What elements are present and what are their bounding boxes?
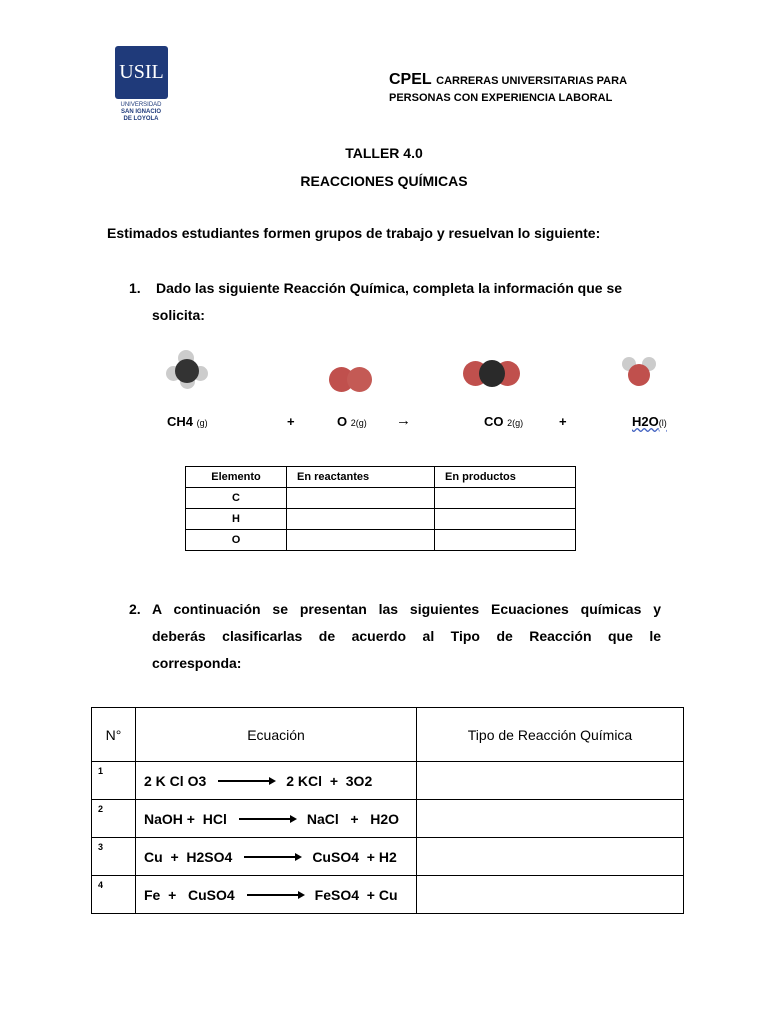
reaction-arrow: → — [396, 412, 411, 429]
state: (l) — [658, 418, 667, 428]
formula: CO — [484, 414, 504, 429]
reaction-type-cell[interactable] — [417, 762, 684, 800]
equation-reactants: NaOH + HCl — [144, 810, 227, 827]
table-row — [92, 762, 684, 800]
product-co2 — [484, 414, 523, 429]
row-number: 1 — [98, 766, 104, 776]
cpel-heading — [389, 71, 627, 89]
cpel-label: CPEL — [389, 71, 432, 88]
q1-text: solicita: — [152, 307, 205, 323]
table-row — [92, 838, 684, 876]
product-h2o — [632, 414, 667, 429]
arrow-icon — [247, 894, 303, 896]
element-cell: O — [186, 530, 287, 551]
table-row — [186, 530, 576, 551]
arrow-icon — [244, 856, 300, 858]
equation-products: FeSO4 + Cu — [314, 886, 398, 903]
arrow-icon — [218, 780, 274, 782]
intro-text: Estimados estudiantes formen grupos de trabajo y resuelvan lo siguiente: — [107, 225, 601, 241]
oxygen-molecule-image — [329, 367, 373, 393]
logo-caption: UNIVERSIDAD — [120, 102, 162, 108]
table-row — [92, 800, 684, 838]
q2-text: A continuación se presentan las siguientes Ecuaciones químicas y — [152, 601, 661, 617]
q2-text: deberás clasificarlas de acuerdo al Tipo de Reacción que le — [152, 628, 661, 644]
products-cell[interactable] — [435, 509, 576, 530]
column-header: N° — [92, 708, 136, 762]
logo-caption: SAN IGNACIO — [120, 109, 161, 115]
logo-caption: DE LOYOLA — [123, 116, 159, 122]
q2-text: corresponda: — [152, 655, 242, 671]
state: (g) — [196, 418, 208, 428]
reaction-type-cell[interactable] — [417, 838, 684, 876]
reactants-cell[interactable] — [287, 509, 435, 530]
reactants-cell[interactable] — [287, 530, 435, 551]
q1-text: Dado las siguiente Reacción Química, completa la información que se — [156, 280, 623, 296]
equations-table — [91, 707, 684, 914]
row-number: 4 — [98, 880, 104, 890]
row-number: 3 — [98, 842, 104, 852]
reactant-ch4 — [167, 414, 208, 429]
equation-products: 2 KCl + 3O2 — [286, 772, 373, 789]
carbon-dioxide-molecule-image — [463, 360, 521, 388]
column-header: En productos — [435, 467, 576, 488]
table-row — [186, 488, 576, 509]
water-molecule-image — [622, 357, 658, 389]
reactants-cell[interactable] — [287, 488, 435, 509]
column-header: En reactantes — [287, 467, 435, 488]
state: 2(g) — [350, 418, 367, 428]
row-number: 2 — [98, 804, 104, 814]
equation-reactants: Cu + H2SO4 — [144, 848, 233, 865]
methane-molecule-image — [166, 350, 211, 395]
plus-sign: + — [559, 414, 567, 429]
formula: CH4 — [167, 414, 194, 429]
q2-number: 2. — [129, 601, 141, 617]
table-row — [92, 876, 684, 914]
equation-products: CuSO4 + H2 — [312, 848, 397, 865]
products-cell[interactable] — [435, 488, 576, 509]
reactant-o2 — [337, 414, 367, 429]
table-row — [186, 509, 576, 530]
element-cell: C — [186, 488, 287, 509]
element-count-table — [185, 466, 576, 551]
arrow-icon — [239, 818, 295, 820]
equation-reactants: Fe + CuSO4 — [144, 886, 235, 903]
element-cell: H — [186, 509, 287, 530]
equation-reactants: 2 K Cl O3 — [144, 772, 207, 789]
reaction-type-cell[interactable] — [417, 800, 684, 838]
cpel-line1: CARRERAS UNIVERSITARIAS PARA — [436, 75, 628, 87]
column-header: Elemento — [186, 467, 287, 488]
formula: H2O — [632, 414, 659, 429]
column-header: Ecuación — [136, 708, 417, 762]
equation-products: NaCl + H2O — [306, 810, 400, 827]
q1-number: 1. — [129, 280, 141, 296]
products-cell[interactable] — [435, 530, 576, 551]
page-subtitle: REACCIONES QUÍMICAS — [300, 173, 468, 189]
cpel-line2: PERSONAS CON EXPERIENCIA LABORAL — [389, 92, 613, 104]
reaction-type-cell[interactable] — [417, 876, 684, 914]
usil-logo: USIL — [115, 46, 168, 99]
column-header: Tipo de Reacción Química — [417, 708, 684, 762]
page-title: TALLER 4.0 — [345, 145, 423, 161]
plus-sign: + — [287, 414, 295, 429]
formula: O — [337, 414, 348, 429]
state: 2(g) — [507, 418, 524, 428]
